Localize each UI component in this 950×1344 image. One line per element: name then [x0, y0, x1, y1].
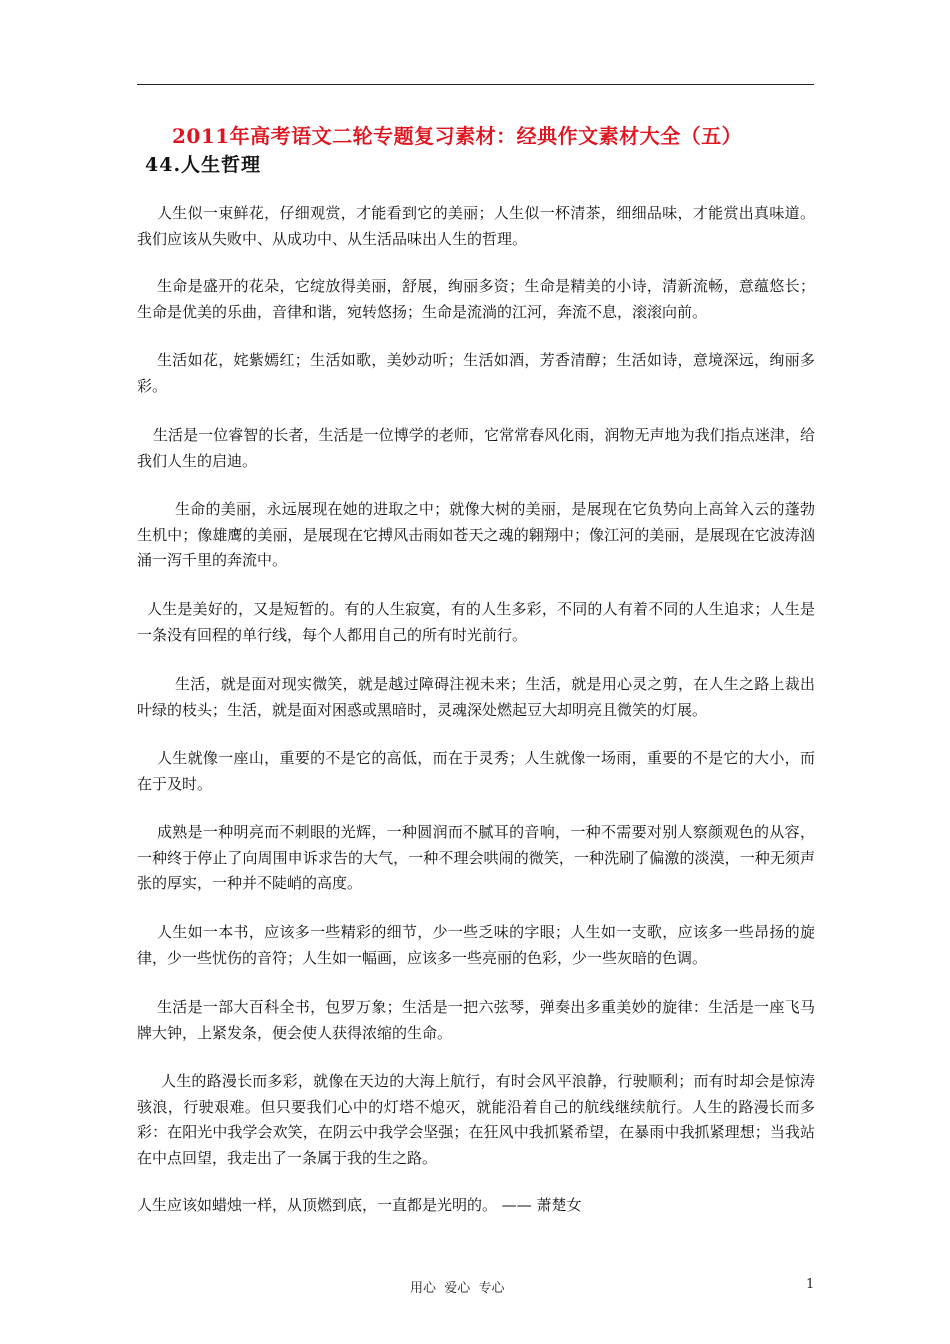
paragraph-11: 生活是一部大百科全书，包罗万象；生活是一把六弦琴，弹奏出多重美妙的旋律：生活是一座飞马牌大钟，上紧发条，便会使人获得浓缩的生命。 [137, 998, 815, 1042]
paragraph-9: 成熟是一种明亮而不刺眼的光辉，一种圆润而不腻耳的音响，一种不需要对别人察颜观色的从容，一种终于停止了向周围申诉求告的大气，一种不理会哄闹的微笑，一种洗刷了偏激的淡漠，一种无须声张的厚实，一种并不陡峭的高度。 [137, 823, 815, 892]
paragraph-13: 人生应该如蜡烛一样，从顶燃到底，一直都是光明的。 —— 萧楚女 [137, 1196, 582, 1214]
paragraph-1: 人生似一束鲜花，仔细观赏，才能看到它的美丽；人生似一杯清茶，细细品味，才能赏出真味道。我们应该从失败中、从成功中、从生活品味出人生的哲理。 [137, 204, 815, 248]
document-title: 2011年高考语文二轮专题复习素材：经典作文素材大全（五） [172, 124, 743, 148]
paragraph-10: 人生如一本书，应该多一些精彩的细节，少一些乏味的字眼；人生如一支歌，应该多一些昂扬的旋律，少一些忧伤的音符；人生如一幅画，应该多一些亮丽的色彩，少一些灰暗的色调。 [137, 923, 815, 967]
page-number: 1 [806, 1277, 815, 1292]
paragraph-6: 人生是美好的，又是短暂的。有的人生寂寞，有的人生多彩，不同的人有着不同的人生追求；人生是一条没有回程的单行线，每个人都用自己的所有时光前行。 [137, 600, 815, 644]
header-rule [137, 84, 814, 85]
footer-slogan: 用心 爱心 专心 [410, 1281, 505, 1296]
paragraph-12: 人生的路漫长而多彩，就像在天边的大海上航行，有时会风平浪静，行驶顺利；而有时却会是惊涛骇浪，行驶艰难。但只要我们心中的灯塔不熄灭，就能沿着自己的航线继续航行。人生的路漫长而多彩：在阳光中我学会欢笑，在阴云中我学会坚强；在狂风中我抓紧希望，在暴雨中我抓紧理想；当我站在中点回望，我走出了一条属于我的生之路。 [137, 1072, 815, 1167]
paragraph-5: 生命的美丽，永远展现在她的进取之中；就像大树的美丽，是展现在它负势向上高耸入云的蓬勃生机中；像雄鹰的美丽，是展现在它搏风击雨如苍天之魂的翱翔中；像江河的美丽，是展现在它波涛汹涌一泻千里的奔流中。 [137, 500, 815, 569]
paragraph-3: 生活如花，姹紫嫣红；生活如歌，美妙动听；生活如酒，芳香清醇；生活如诗，意境深远，绚丽多彩。 [137, 351, 815, 395]
paragraph-4: 生活是一位睿智的长者，生活是一位博学的老师，它常常春风化雨，润物无声地为我们指点迷津，给我们人生的启迪。 [137, 426, 815, 470]
paragraph-7: 生活，就是面对现实微笑，就是越过障碍注视未来；生活，就是用心灵之剪，在人生之路上裁出叶绿的枝头；生活，就是面对困惑或黑暗时，灵魂深处燃起豆大却明亮且微笑的灯展。 [137, 675, 815, 719]
paragraph-8: 人生就像一座山，重要的不是它的高低，而在于灵秀；人生就像一场雨，重要的不是它的大小，而在于及时。 [137, 749, 815, 793]
paragraph-2: 生命是盛开的花朵，它绽放得美丽，舒展，绚丽多资；生命是精美的小诗，清新流畅，意蕴悠长；生命是优美的乐曲，音律和谐，宛转悠扬；生命是流淌的江河，奔流不息，滚滚向前。 [137, 277, 815, 321]
section-heading: 44.人生哲理 [145, 154, 262, 176]
